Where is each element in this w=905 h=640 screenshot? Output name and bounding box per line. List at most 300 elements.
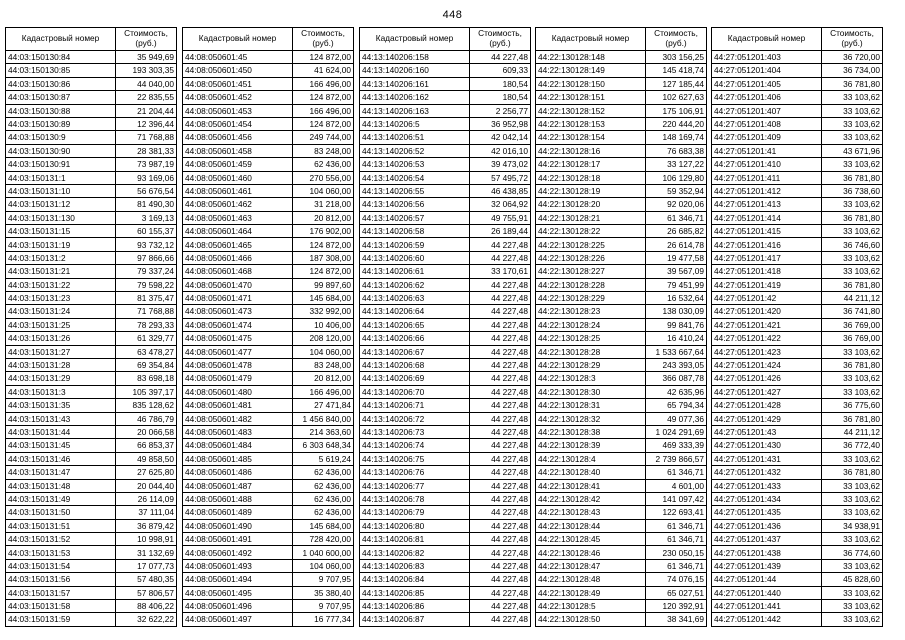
cost-value: 220 444,20	[646, 117, 707, 130]
cadastral-number: 44:03:150131:54	[6, 559, 116, 572]
cadastral-number: 44:03:150131:58	[6, 600, 116, 613]
cost-value: 36 734,00	[822, 64, 883, 77]
table-row	[712, 546, 883, 559]
cost-value: 127 185,44	[646, 77, 707, 90]
cost-value: 44 227,48	[470, 251, 531, 264]
cost-value: 44 040,00	[116, 77, 177, 90]
cadastral-number: 44:13:140206:56	[360, 198, 470, 211]
cost-value: 166 496,00	[293, 104, 354, 117]
cadastral-number: 44:03:150131:29	[6, 372, 116, 385]
cost-value: 79 598,22	[116, 278, 177, 291]
cadastral-number: 44:22:130128:43	[536, 506, 646, 519]
cost-value: 106 129,80	[646, 171, 707, 184]
cost-value: 44 227,48	[470, 533, 531, 546]
table-row	[6, 613, 177, 626]
cost-value: 44 227,48	[470, 345, 531, 358]
table-row	[183, 184, 354, 197]
cadastral-number: 44:27:051201:431	[712, 452, 822, 465]
cost-value: 303 156,25	[646, 51, 707, 64]
cadastral-table-2	[182, 27, 354, 627]
table-row	[183, 278, 354, 291]
cost-value: 62 436,00	[293, 466, 354, 479]
cadastral-number: 44:13:140206:66	[360, 332, 470, 345]
table-row	[536, 144, 707, 157]
cost-value: 33 103,62	[822, 372, 883, 385]
cadastral-number: 44:27:051201:408	[712, 117, 822, 130]
cadastral-number: 44:03:150131:15	[6, 225, 116, 238]
cadastral-number: 44:03:150131:45	[6, 439, 116, 452]
table-row	[183, 305, 354, 318]
cadastral-number: 44:22:130128:38	[536, 425, 646, 438]
cost-value: 3 169,13	[116, 211, 177, 224]
table-row	[183, 613, 354, 626]
cadastral-number: 44:08:050601:486	[183, 466, 293, 479]
cadastral-number: 44:13:140206:82	[360, 546, 470, 559]
cost-value: 21 204,44	[116, 104, 177, 117]
cost-value: 33 103,62	[822, 251, 883, 264]
header-cost: Стоимость, (руб.)	[293, 28, 354, 51]
cadastral-number: 44:03:150130:88	[6, 104, 116, 117]
cadastral-number: 44:03:150130:84	[6, 51, 116, 64]
cadastral-number: 44:13:140206:72	[360, 412, 470, 425]
cost-value: 180,54	[470, 91, 531, 104]
table-row	[712, 385, 883, 398]
cadastral-number: 44:13:140206:76	[360, 466, 470, 479]
table-row	[183, 372, 354, 385]
cadastral-number: 44:22:130128:149	[536, 64, 646, 77]
cadastral-number: 44:08:050601:454	[183, 117, 293, 130]
header-cost: Стоимость, (руб.)	[116, 28, 177, 51]
cost-value: 36 720,00	[822, 51, 883, 64]
cadastral-number: 44:13:140206:61	[360, 265, 470, 278]
table-row	[360, 305, 531, 318]
table-row	[6, 77, 177, 90]
cadastral-number: 44:13:140206:67	[360, 345, 470, 358]
table-row	[6, 265, 177, 278]
cost-value: 57 806,57	[116, 586, 177, 599]
table-row	[6, 251, 177, 264]
table-row	[536, 198, 707, 211]
table-row	[712, 613, 883, 626]
table-row	[183, 225, 354, 238]
table-row	[360, 184, 531, 197]
table-row	[536, 546, 707, 559]
cost-value: 5 619,24	[293, 452, 354, 465]
cadastral-number: 44:22:130128:225	[536, 238, 646, 251]
cadastral-number: 44:08:050601:492	[183, 546, 293, 559]
cadastral-number: 44:22:130128:32	[536, 412, 646, 425]
cost-value: 122 693,41	[646, 506, 707, 519]
table-row	[360, 533, 531, 546]
table-row	[712, 466, 883, 479]
table-row	[712, 399, 883, 412]
table-row	[712, 51, 883, 64]
header-cost: Стоимость, (руб.)	[470, 28, 531, 51]
cadastral-number: 44:03:150131:56	[6, 573, 116, 586]
cost-value: 104 060,00	[293, 184, 354, 197]
table-row	[712, 425, 883, 438]
table-row	[536, 385, 707, 398]
cadastral-number: 44:13:140206:5	[360, 117, 470, 130]
cost-value: 61 346,71	[646, 519, 707, 532]
cost-value: 34 938,91	[822, 519, 883, 532]
cadastral-number: 44:22:130128:23	[536, 305, 646, 318]
cadastral-number: 44:13:140206:59	[360, 238, 470, 251]
table-row	[536, 91, 707, 104]
cost-value: 44 227,48	[470, 318, 531, 331]
cadastral-number: 44:27:051201:437	[712, 533, 822, 546]
cost-value: 46 438,85	[470, 184, 531, 197]
table-row	[6, 586, 177, 599]
table-row	[183, 546, 354, 559]
cost-value: 61 329,77	[116, 332, 177, 345]
cost-value: 65 027,51	[646, 586, 707, 599]
cadastral-number: 44:13:140206:83	[360, 559, 470, 572]
cost-value: 36 781,80	[822, 171, 883, 184]
cadastral-number: 44:03:150130:91	[6, 158, 116, 171]
table-row	[183, 318, 354, 331]
cost-value: 145 684,00	[293, 292, 354, 305]
table-row	[360, 372, 531, 385]
cadastral-number: 44:13:140206:163	[360, 104, 470, 117]
cost-value: 120 392,91	[646, 600, 707, 613]
table-row	[712, 278, 883, 291]
cadastral-number: 44:08:050601:475	[183, 332, 293, 345]
header-row	[712, 28, 883, 51]
table-row	[6, 600, 177, 613]
cadastral-number: 44:03:150131:51	[6, 519, 116, 532]
cost-value: 44 227,48	[470, 372, 531, 385]
table-row	[712, 412, 883, 425]
table-row	[360, 117, 531, 130]
cost-value: 102 627,63	[646, 91, 707, 104]
table-row	[183, 358, 354, 371]
cost-value: 20 044,40	[116, 479, 177, 492]
cadastral-number: 44:13:140206:81	[360, 533, 470, 546]
cost-value: 44 227,48	[470, 466, 531, 479]
table-row	[536, 372, 707, 385]
table-row	[712, 372, 883, 385]
table-row	[183, 573, 354, 586]
cost-value: 36 952,98	[470, 117, 531, 130]
table-row	[360, 251, 531, 264]
table-row	[712, 131, 883, 144]
table-row	[6, 479, 177, 492]
header-cadastral: Кадастровый номер	[6, 28, 116, 51]
cadastral-number: 44:03:150131:47	[6, 466, 116, 479]
cadastral-number: 44:27:051201:404	[712, 64, 822, 77]
cost-value: 44 227,48	[470, 385, 531, 398]
cadastral-number: 44:22:130128:226	[536, 251, 646, 264]
table-row	[360, 104, 531, 117]
table-row	[360, 64, 531, 77]
table-row	[6, 51, 177, 64]
cadastral-number: 44:27:051201:406	[712, 91, 822, 104]
cost-value: 42 042,14	[470, 131, 531, 144]
cadastral-number: 44:22:130128:5	[536, 600, 646, 613]
cadastral-number: 44:03:150130:86	[6, 77, 116, 90]
cost-value: 28 381,33	[116, 144, 177, 157]
cost-value: 20 812,00	[293, 211, 354, 224]
cost-value: 35 380,40	[293, 586, 354, 599]
table-row	[536, 278, 707, 291]
cost-value: 32 064,92	[470, 198, 531, 211]
table-row	[536, 573, 707, 586]
cost-value: 36 781,80	[822, 412, 883, 425]
cadastral-table-5	[711, 27, 883, 627]
cost-value: 44 227,48	[470, 332, 531, 345]
cost-value: 728 420,00	[293, 533, 354, 546]
table-row	[536, 64, 707, 77]
cadastral-number: 44:22:130128:17	[536, 158, 646, 171]
cadastral-number: 44:22:130128:41	[536, 479, 646, 492]
cadastral-number: 44:03:150131:43	[6, 412, 116, 425]
table-row	[536, 466, 707, 479]
cost-value: 26 685,82	[646, 225, 707, 238]
cadastral-number: 44:03:150131:21	[6, 265, 116, 278]
table-row	[536, 439, 707, 452]
table-row	[360, 238, 531, 251]
cost-value: 39 567,09	[646, 265, 707, 278]
table-row	[536, 613, 707, 626]
cost-value: 44 227,48	[470, 573, 531, 586]
cadastral-number: 44:13:140206:58	[360, 225, 470, 238]
cost-value: 71 768,88	[116, 305, 177, 318]
table-row	[360, 492, 531, 505]
table-row	[6, 332, 177, 345]
cadastral-number: 44:22:130128:18	[536, 171, 646, 184]
cadastral-number: 44:27:051201:420	[712, 305, 822, 318]
cadastral-number: 44:22:130128:44	[536, 519, 646, 532]
cost-value: 33 103,62	[822, 158, 883, 171]
cadastral-number: 44:27:051201:438	[712, 546, 822, 559]
cadastral-number: 44:08:050601:483	[183, 425, 293, 438]
cost-value: 78 293,33	[116, 318, 177, 331]
cadastral-number: 44:03:150130:89	[6, 117, 116, 130]
table-row	[712, 158, 883, 171]
cadastral-number: 44:22:130128:151	[536, 91, 646, 104]
cost-value: 33 103,62	[822, 345, 883, 358]
cadastral-number: 44:22:130128:4	[536, 452, 646, 465]
cost-value: 36 781,80	[822, 466, 883, 479]
table-row	[183, 412, 354, 425]
cost-value: 36 741,80	[822, 305, 883, 318]
cadastral-number: 44:22:130128:16	[536, 144, 646, 157]
table-row	[183, 251, 354, 264]
cost-value: 81 490,30	[116, 198, 177, 211]
table-row	[6, 439, 177, 452]
cadastral-number: 44:08:050601:466	[183, 251, 293, 264]
cost-value: 49 755,91	[470, 211, 531, 224]
cadastral-number: 44:27:051201:41	[712, 144, 822, 157]
header-cadastral: Кадастровый номер	[183, 28, 293, 51]
cadastral-number: 44:03:150131:2	[6, 251, 116, 264]
table-row	[360, 559, 531, 572]
cost-value: 44 227,48	[470, 586, 531, 599]
cadastral-number: 44:22:130128:152	[536, 104, 646, 117]
table-row	[536, 425, 707, 438]
cadastral-number: 44:13:140206:79	[360, 506, 470, 519]
table-row	[6, 559, 177, 572]
cost-value: 1 024 291,69	[646, 425, 707, 438]
cost-value: 124 872,00	[293, 265, 354, 278]
cost-value: 44 227,48	[470, 412, 531, 425]
table-row	[183, 171, 354, 184]
table-row	[536, 519, 707, 532]
cadastral-number: 44:08:050601:45	[183, 51, 293, 64]
table-row	[360, 573, 531, 586]
table-row	[360, 77, 531, 90]
table-row	[360, 358, 531, 371]
cost-value: 44 227,48	[470, 506, 531, 519]
cadastral-number: 44:27:051201:42	[712, 292, 822, 305]
cadastral-number: 44:22:130128:24	[536, 318, 646, 331]
cadastral-number: 44:08:050601:465	[183, 238, 293, 251]
cost-value: 33 103,62	[822, 613, 883, 626]
cadastral-number: 44:03:150131:130	[6, 211, 116, 224]
cadastral-number: 44:22:130128:50	[536, 613, 646, 626]
cost-value: 76 683,38	[646, 144, 707, 157]
cadastral-number: 44:22:130128:30	[536, 385, 646, 398]
cadastral-number: 44:27:051201:403	[712, 51, 822, 64]
table-row	[183, 345, 354, 358]
cost-value: 44 227,48	[470, 600, 531, 613]
cost-value: 366 087,78	[646, 372, 707, 385]
cadastral-number: 44:27:051201:430	[712, 439, 822, 452]
cadastral-number: 44:08:050601:479	[183, 372, 293, 385]
cadastral-number: 44:08:050601:463	[183, 211, 293, 224]
table-row	[183, 51, 354, 64]
cost-value: 36 769,00	[822, 318, 883, 331]
table-row	[6, 225, 177, 238]
table-row	[712, 171, 883, 184]
table-row	[6, 519, 177, 532]
table-row	[183, 439, 354, 452]
table-row	[6, 385, 177, 398]
cadastral-number: 44:22:130128:40	[536, 466, 646, 479]
cost-value: 36 738,60	[822, 184, 883, 197]
cadastral-number: 44:08:050601:468	[183, 265, 293, 278]
cadastral-number: 44:27:051201:433	[712, 479, 822, 492]
cadastral-number: 44:03:150131:28	[6, 358, 116, 371]
cadastral-table-4	[535, 27, 707, 627]
cadastral-number: 44:03:150131:52	[6, 533, 116, 546]
cadastral-number: 44:27:051201:414	[712, 211, 822, 224]
cadastral-number: 44:27:051201:422	[712, 332, 822, 345]
table-row	[712, 91, 883, 104]
table-row	[183, 265, 354, 278]
table-row	[360, 385, 531, 398]
cadastral-number: 44:08:050601:462	[183, 198, 293, 211]
cost-value: 44 227,48	[470, 51, 531, 64]
cost-value: 36 772,40	[822, 439, 883, 452]
table-row	[6, 533, 177, 546]
cadastral-number: 44:22:130128:148	[536, 51, 646, 64]
cost-value: 93 732,12	[116, 238, 177, 251]
table-row	[536, 452, 707, 465]
cadastral-number: 44:08:050601:471	[183, 292, 293, 305]
table-row	[536, 211, 707, 224]
table-row	[6, 466, 177, 479]
table-row	[536, 305, 707, 318]
cost-value: 44 227,48	[470, 399, 531, 412]
table-row	[360, 332, 531, 345]
header-cost: Стоимость, (руб.)	[646, 28, 707, 51]
cost-value: 42 635,96	[646, 385, 707, 398]
cost-value: 36 781,80	[822, 211, 883, 224]
table-row	[183, 399, 354, 412]
cadastral-number: 44:08:050601:452	[183, 91, 293, 104]
cost-value: 12 396,44	[116, 117, 177, 130]
header-cadastral: Кадастровый номер	[360, 28, 470, 51]
cost-value: 17 077,73	[116, 559, 177, 572]
cost-value: 1 456 840,00	[293, 412, 354, 425]
cadastral-number: 44:08:050601:495	[183, 586, 293, 599]
cost-value: 43 671,96	[822, 144, 883, 157]
table-row	[183, 492, 354, 505]
cadastral-number: 44:22:130128:20	[536, 198, 646, 211]
cadastral-number: 44:27:051201:407	[712, 104, 822, 117]
table-row	[6, 144, 177, 157]
table-row	[712, 117, 883, 130]
cost-value: 243 393,05	[646, 358, 707, 371]
table-row	[183, 385, 354, 398]
cost-value: 33 103,62	[822, 131, 883, 144]
cadastral-number: 44:27:051201:439	[712, 559, 822, 572]
table-row	[6, 292, 177, 305]
table-row	[712, 184, 883, 197]
cost-value: 16 532,64	[646, 292, 707, 305]
table-row	[6, 117, 177, 130]
table-row	[360, 425, 531, 438]
cadastral-number: 44:03:150130:9	[6, 131, 116, 144]
table-row	[360, 144, 531, 157]
table-row	[6, 546, 177, 559]
table-row	[183, 144, 354, 157]
cost-value: 104 060,00	[293, 559, 354, 572]
cost-value: 33 103,62	[822, 91, 883, 104]
table-row	[536, 586, 707, 599]
table-row	[6, 184, 177, 197]
cost-value: 20 812,00	[293, 372, 354, 385]
cost-value: 31 132,69	[116, 546, 177, 559]
table-row	[536, 171, 707, 184]
cost-value: 59 352,94	[646, 184, 707, 197]
cost-value: 37 111,04	[116, 506, 177, 519]
table-row	[712, 144, 883, 157]
cost-value: 97 866,66	[116, 251, 177, 264]
cadastral-number: 44:13:140206:64	[360, 305, 470, 318]
table-row	[536, 506, 707, 519]
cost-value: 83 248,00	[293, 144, 354, 157]
table-row	[6, 305, 177, 318]
cadastral-number: 44:27:051201:413	[712, 198, 822, 211]
table-row	[536, 559, 707, 572]
table-row	[360, 399, 531, 412]
cadastral-number: 44:03:150131:26	[6, 332, 116, 345]
table-row	[183, 238, 354, 251]
cost-value: 33 103,62	[822, 506, 883, 519]
table-row	[712, 506, 883, 519]
cadastral-number: 44:13:140206:75	[360, 452, 470, 465]
cadastral-number: 44:27:051201:416	[712, 238, 822, 251]
cadastral-number: 44:27:051201:417	[712, 251, 822, 264]
cost-value: 10 406,00	[293, 318, 354, 331]
cadastral-number: 44:13:140206:80	[360, 519, 470, 532]
cadastral-number: 44:08:050601:459	[183, 158, 293, 171]
cadastral-number: 44:13:140206:86	[360, 600, 470, 613]
table-row	[360, 265, 531, 278]
